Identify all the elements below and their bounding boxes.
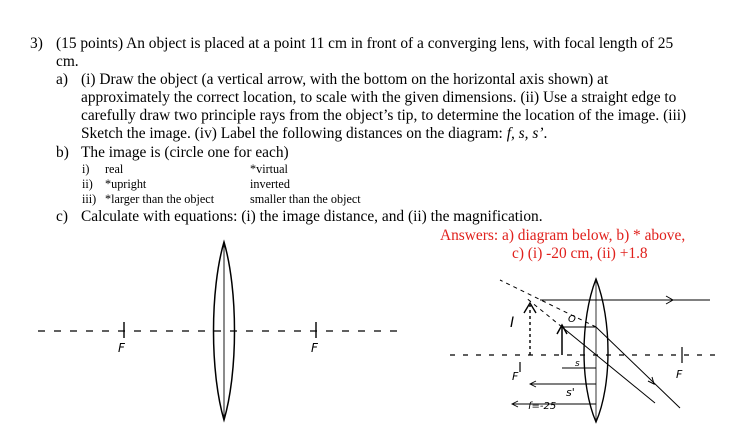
- option-i-right[interactable]: *virtual: [250, 162, 288, 176]
- option-ii-left[interactable]: *upright: [105, 177, 147, 191]
- ray-back-extension-1: [500, 280, 596, 327]
- option-iii-right[interactable]: smaller than the object: [250, 192, 361, 206]
- part-a-line3: carefully draw two principle rays from the object’s tip, to determine the location of the image. (iii): [81, 107, 687, 124]
- option-ii-num: ii): [82, 177, 93, 191]
- left-focal-label-left: F: [118, 341, 125, 355]
- right-focal-label-right: F: [676, 368, 683, 381]
- part-a-label: a): [56, 71, 68, 88]
- question-intro-line1: (15 points) An object is placed at a point 11 cm in front of a converging lens, with focal length of 25: [56, 35, 674, 52]
- part-a-distance-labels: f, s, s’: [506, 125, 544, 142]
- option-i-num: i): [82, 162, 90, 176]
- image-label: I: [510, 315, 515, 331]
- right-focal-label-left: F: [512, 370, 519, 383]
- object-label: O: [568, 314, 576, 325]
- part-b-label: b): [56, 144, 69, 161]
- answers-line2: c) (i) -20 cm, (ii) +1.8: [512, 245, 648, 262]
- option-iii-num: iii): [82, 192, 97, 206]
- part-a-period: .: [543, 125, 548, 142]
- part-a-line2: approximately the correct location, to scale with the given dimensions. (ii) Use a straight edge to: [81, 89, 677, 106]
- s-prime-label: s': [566, 386, 575, 399]
- option-iii-left[interactable]: *larger than the object: [105, 192, 215, 206]
- option-ii-right[interactable]: inverted: [250, 177, 290, 191]
- left-focal-label-right: F: [311, 341, 318, 355]
- part-c-text: Calculate with equations: (i) the image distance, and (ii) the magnification.: [81, 208, 543, 225]
- answers-line1: Answers: a) diagram below, b) * above,: [440, 227, 686, 244]
- part-b-text: The image is (circle one for each): [81, 144, 289, 161]
- part-a-line1: (i) Draw the object (a vertical arrow, with the bottom on the horizontal axis shown) at: [81, 71, 609, 88]
- ray-parallel-refracted: [596, 327, 680, 408]
- option-i-left[interactable]: real: [105, 162, 124, 176]
- part-c-label: c): [56, 208, 68, 225]
- s-label: s: [575, 359, 580, 369]
- question-intro-line2: cm.: [56, 53, 79, 70]
- part-a-line4-text: Sketch the image. (iv) Label the following distances on the diagram:: [81, 125, 507, 142]
- question-number: 3): [30, 35, 43, 52]
- f-label: f=-25: [528, 401, 557, 412]
